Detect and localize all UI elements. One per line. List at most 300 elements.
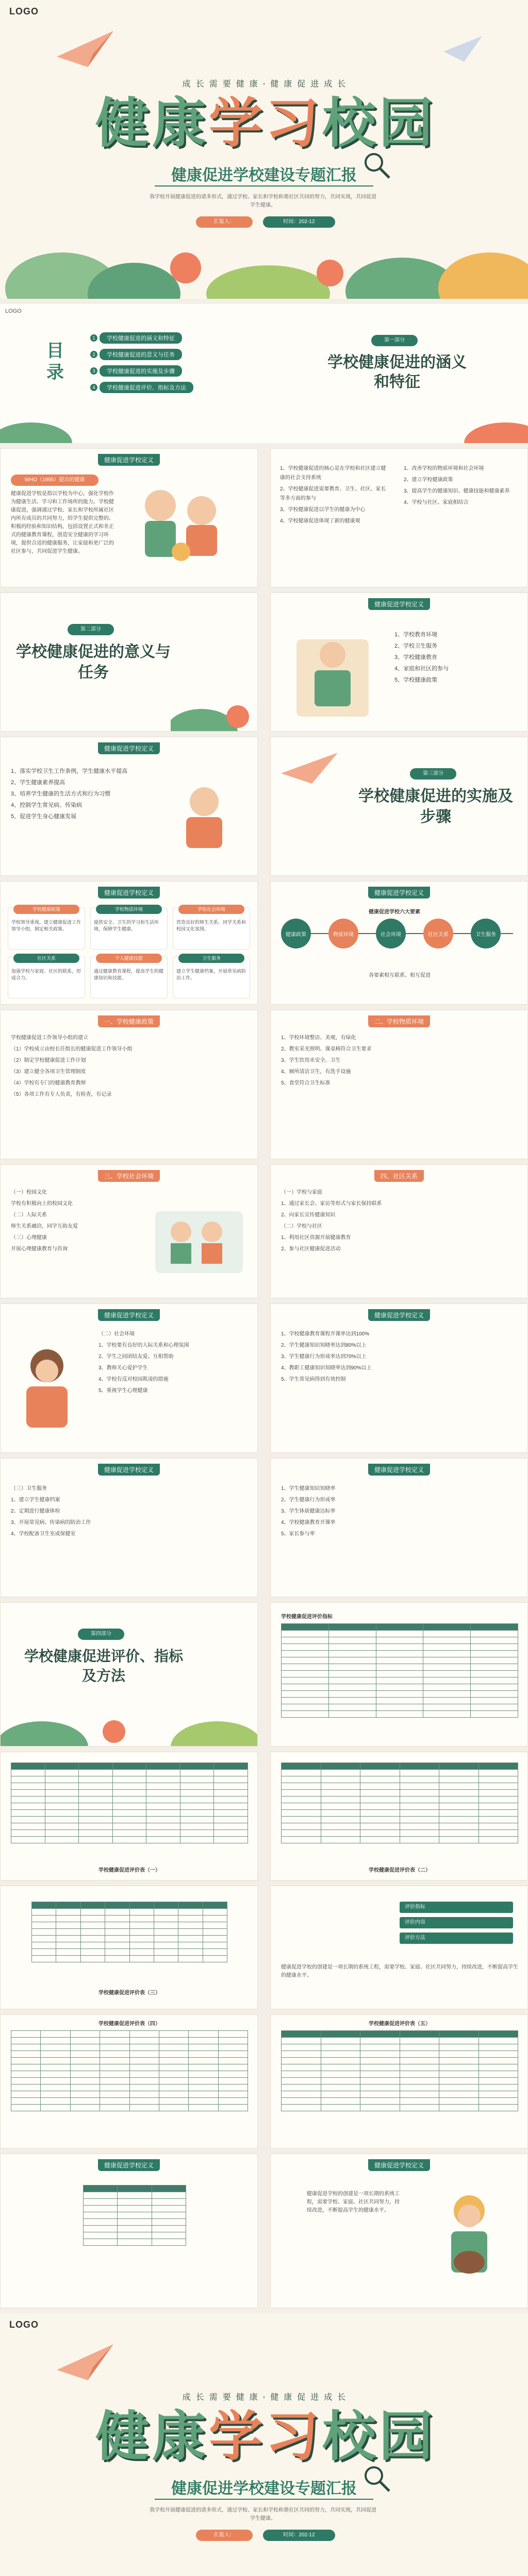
table-cell <box>146 1797 180 1803</box>
table-row <box>282 2091 518 2098</box>
table-cell <box>282 1776 321 1783</box>
title-char: 园 <box>379 2407 433 2467</box>
table-cell <box>129 1956 154 1962</box>
table-row <box>84 2226 186 2232</box>
part-title: 学校健康促进的实施及步骤 <box>358 788 513 825</box>
table-row <box>11 2105 248 2111</box>
tagline-char: 需 <box>209 80 218 89</box>
table-cell <box>400 1783 439 1790</box>
table-cell <box>321 1803 360 1810</box>
table-cell <box>159 2051 188 2058</box>
table-cell <box>471 1651 518 1657</box>
info-card <box>90 956 168 998</box>
table-cell <box>282 1763 321 1770</box>
table-cell <box>478 2105 518 2111</box>
table-cell <box>189 2058 218 2064</box>
table-cell <box>376 1677 423 1684</box>
table-cell <box>146 1770 180 1776</box>
table-cell <box>282 1664 329 1671</box>
eval-table <box>11 1762 248 1843</box>
tagline-char: 进 <box>310 2393 319 2402</box>
table-cell <box>79 1810 113 1817</box>
table-row <box>11 1803 248 1810</box>
text-line: 5、食堂符合卫生标准 <box>281 1080 331 1086</box>
table-cell <box>189 2038 218 2044</box>
table-cell <box>180 1803 214 1810</box>
reading-illustration <box>286 619 379 722</box>
toc-item[interactable] <box>90 332 193 344</box>
table-cell <box>189 2071 218 2078</box>
table-cell <box>360 2038 400 2044</box>
table-cell <box>80 1929 105 1936</box>
text-line: 开展心理健康教育与咨询 <box>11 1246 68 1252</box>
table-caption: 学校健康促进评价表（五） <box>369 2021 431 2027</box>
table-row <box>282 1691 518 1698</box>
text-line: 1、利用社区资源开展健康教育 <box>281 1235 351 1241</box>
table-cell <box>159 2105 188 2111</box>
table-row <box>11 1810 248 1817</box>
table-cell <box>203 1936 227 1942</box>
table-cell <box>321 1770 360 1776</box>
table-cell <box>321 2071 360 2078</box>
cover-slide <box>0 0 528 299</box>
table-row <box>11 1776 248 1783</box>
diagram-bottom-label: 各要素相互联系、相互促进 <box>369 973 431 978</box>
table-cell <box>321 2038 360 2044</box>
table-cell <box>189 2091 218 2098</box>
text-line: 4、家庭和社区的参与 <box>394 666 449 672</box>
table-cell <box>32 1909 56 1916</box>
table-cell <box>471 1631 518 1637</box>
table-cell <box>178 1929 203 1936</box>
table-cell <box>11 2105 41 2111</box>
table-row <box>32 1936 227 1942</box>
table-cell <box>423 1691 471 1698</box>
table-row <box>84 2192 186 2199</box>
table-row <box>32 1929 227 1936</box>
table-cell <box>282 1783 321 1790</box>
table-cell <box>154 1949 178 1956</box>
table-cell <box>321 2084 360 2091</box>
text-line: （一）校园文化 <box>11 1190 47 1195</box>
table-cell <box>11 2098 41 2105</box>
title-char: 学 <box>208 2407 262 2467</box>
table-cell <box>189 2098 218 2105</box>
table-cell <box>154 1936 178 1942</box>
table-cell <box>439 2105 479 2111</box>
table-cell <box>112 1837 146 1843</box>
table-cell <box>439 1810 479 1817</box>
text-line: 2、向家长宣传健康知识 <box>281 1212 336 1218</box>
table-cell <box>218 2038 248 2044</box>
table-cell <box>154 1902 178 1909</box>
slide-banner: 健康促进学校定义 <box>368 598 430 610</box>
table-cell <box>11 1817 45 1823</box>
table-cell <box>400 2091 439 2098</box>
table-cell <box>146 1830 180 1837</box>
slide-text <box>11 1484 248 1541</box>
table-cell <box>70 2064 100 2071</box>
table-cell <box>152 2219 186 2226</box>
slide-part-2 <box>0 592 258 732</box>
table-cell <box>129 2078 159 2084</box>
table-cell <box>45 1776 79 1783</box>
plants-decoration <box>171 696 258 732</box>
toc-item-number: 1 <box>90 334 97 342</box>
table-cell <box>400 2031 439 2038</box>
text-line: 3、学校健康促进以学生的健康为中心 <box>280 507 366 513</box>
table-cell <box>218 2058 248 2064</box>
table-cell <box>328 1657 376 1664</box>
table-cell <box>360 1797 400 1803</box>
table-cell <box>11 2071 41 2078</box>
table-cell <box>100 2038 129 2044</box>
table-cell <box>84 2219 118 2226</box>
title-char: 健 <box>95 2407 149 2467</box>
table-row <box>282 1698 518 1704</box>
table-cell <box>32 1956 56 1962</box>
table-cell <box>376 1664 423 1671</box>
element-circle: 社会环境 <box>376 919 406 948</box>
text-line: （二）社会环境 <box>98 1331 135 1337</box>
time-label: 时间：202-12 <box>263 216 335 228</box>
table-cell <box>400 2051 439 2058</box>
table-cell <box>118 2226 152 2232</box>
table-cell <box>214 1797 248 1803</box>
table-cell <box>118 2219 152 2226</box>
table-cell <box>439 1830 479 1837</box>
slide-table-1 <box>270 1602 528 1747</box>
table-cell <box>159 2044 188 2051</box>
tagline-char: 成 <box>324 80 333 89</box>
table-row <box>11 1770 248 1776</box>
text-line: 3、学生饮用水安全、卫生 <box>281 1058 341 1063</box>
table-cell <box>439 2058 479 2064</box>
table-cell <box>11 2078 41 2084</box>
table-cell <box>203 1949 227 1956</box>
element-circle: 卫生服务 <box>471 919 501 948</box>
table-cell <box>159 2084 188 2091</box>
table-cell <box>478 1810 518 1817</box>
table-cell <box>105 1922 129 1929</box>
table-cell <box>471 1624 518 1631</box>
table-cell <box>478 1823 518 1830</box>
table-cell <box>84 2239 118 2246</box>
table-row <box>11 2098 248 2105</box>
table-row <box>282 2078 518 2084</box>
table-cell <box>180 1830 214 1837</box>
table-cell <box>80 1922 105 1929</box>
table-cell <box>45 1810 79 1817</box>
text-line: 4、学校健康促进体现了新的健康观 <box>280 518 360 524</box>
table-cell <box>400 2038 439 2044</box>
title-char: 健 <box>95 94 149 154</box>
table-cell <box>360 2051 400 2058</box>
table-cell <box>439 1776 479 1783</box>
card-header: 学校物质环境 <box>96 905 162 914</box>
table-cell <box>218 2084 248 2091</box>
table-cell <box>70 2091 100 2098</box>
table-row <box>84 2212 186 2219</box>
table-cell <box>328 1698 376 1704</box>
table-cell <box>154 1922 178 1929</box>
table-cell <box>41 2091 70 2098</box>
table-row <box>32 1902 227 1909</box>
table-row <box>84 2206 186 2212</box>
table-cell <box>112 1783 146 1790</box>
table-cell <box>146 1790 180 1797</box>
table-cell <box>41 2105 70 2111</box>
slide-cards <box>0 881 258 1005</box>
table-cell <box>360 1810 400 1817</box>
tagline-char: 成 <box>182 2393 191 2402</box>
table-row <box>282 1677 518 1684</box>
toc-item[interactable] <box>90 349 193 360</box>
table-cell <box>159 2078 188 2084</box>
text-line: 2、学校健康促进需要教育、卫生、社区、家长等多方面的参与 <box>280 486 386 501</box>
cover-subtitle: 健康促进学校建设专题汇报 <box>171 2480 357 2497</box>
table-cell <box>471 1684 518 1691</box>
table-cell <box>328 1711 376 1718</box>
table-row <box>84 2239 186 2246</box>
table-cell <box>11 1763 45 1770</box>
table-cell <box>423 1631 471 1637</box>
table-cell <box>471 1677 518 1684</box>
table-row <box>11 1797 248 1803</box>
table-cell <box>282 1823 321 1830</box>
card-text: 营造良好的师生关系、同学关系和校园文化氛围。 <box>176 920 246 931</box>
table-cell <box>203 1909 227 1916</box>
table-cell <box>100 2084 129 2091</box>
table-row <box>282 2064 518 2071</box>
table-row <box>11 2064 248 2071</box>
table-cell <box>100 2091 129 2098</box>
table-cell <box>360 1776 400 1783</box>
table-row <box>32 1956 227 1962</box>
toc-item[interactable] <box>90 365 193 377</box>
info-card <box>8 907 85 950</box>
table-cell <box>471 1704 518 1711</box>
part-title: 学校健康促进评价、指标及方法 <box>24 1648 183 1684</box>
info-card <box>90 907 168 950</box>
table-cell <box>218 2091 248 2098</box>
tagline-char: 长 <box>337 2393 346 2402</box>
table-row <box>282 1790 518 1797</box>
part-title: 学校健康促进的意义与任务 <box>16 643 171 681</box>
table-cell <box>129 2064 159 2071</box>
table-cell <box>11 1770 45 1776</box>
table-cell <box>105 1916 129 1922</box>
tagline-char: 健 <box>270 2393 279 2402</box>
table-cell <box>56 1902 80 1909</box>
table-cell <box>478 1837 518 1843</box>
table-cell <box>439 1770 479 1776</box>
text-line: 2、学生之间团结友爱、互相帮助 <box>98 1354 174 1360</box>
table-cell <box>70 2098 100 2105</box>
card-header: 社区关系 <box>13 954 79 963</box>
table-cell <box>328 1664 376 1671</box>
table-cell <box>100 2051 129 2058</box>
table-cell <box>41 2098 70 2105</box>
table-cell <box>129 1949 154 1956</box>
table-row <box>32 1922 227 1929</box>
tagline-char: 成 <box>182 80 191 89</box>
slide-definition-1 <box>0 448 258 587</box>
table-cell <box>152 2192 186 2199</box>
table-cell <box>214 1790 248 1797</box>
table-cell <box>84 2192 118 2199</box>
table-row <box>282 2098 518 2105</box>
table-cell <box>214 1776 248 1783</box>
toc-item[interactable] <box>90 382 193 393</box>
paper-plane-icon <box>57 31 119 72</box>
card-header: 学校社会环境 <box>178 905 244 914</box>
table-cell <box>56 1909 80 1916</box>
card-text: 提供安全、卫生的学习和生活环境，保障学生健康。 <box>94 920 159 931</box>
toc-item-number: 4 <box>90 384 97 391</box>
table-cell <box>360 1783 400 1790</box>
slide-text <box>98 1330 248 1398</box>
table-cell <box>56 1922 80 1929</box>
text-line: （三）卫生服务 <box>11 1486 47 1492</box>
text-line: 2、学生健康行为形成率 <box>281 1497 336 1503</box>
part-label: 第一部分 <box>371 335 418 346</box>
table-cell <box>129 1942 154 1949</box>
slide-banner: 健康促进学校定义 <box>368 2159 430 2171</box>
table-cell <box>282 2031 321 2038</box>
slide-text: 健康促进学校是指以学校为中心，强化学校作为健康生活、学习和工作场所的能力。学校健康促进，强调通过学校、家长和学校所属社区内所有成员的共同努力，给学生提供完整的、积极的经验和知识结构，包括设置正式和非正式的健康教育课程，创造安全健康的学习环境，提供合适的健康服务，让家庭和更广泛的社区参与，共同促进学生健康。 <box>11 491 114 554</box>
paper-plane-icon-right <box>443 36 485 67</box>
paper-plane-icon <box>281 753 343 789</box>
text-line: 师生关系融洽，同学互助友爱 <box>11 1224 78 1229</box>
table-cell <box>154 1956 178 1962</box>
toc-item-label: 学校健康促进的涵义和特征 <box>100 332 182 344</box>
table-cell <box>79 1783 113 1790</box>
table-cell <box>70 2051 100 2058</box>
text-line: （5）各项工作有专人负责，有检查，有记录 <box>11 1092 112 1097</box>
table-cell <box>439 2078 479 2084</box>
table-cell <box>423 1637 471 1644</box>
table-cell <box>80 1902 105 1909</box>
table-cell <box>159 2058 188 2064</box>
info-card <box>8 956 85 998</box>
table-title: 学校健康促进评价指标 <box>281 1614 333 1620</box>
table-cell <box>129 2091 159 2098</box>
table-row <box>11 2084 248 2091</box>
table-cell <box>146 1817 180 1823</box>
text-line: 3、提高学生的健康知识、健康技能和健康素养 <box>404 488 510 494</box>
table-row <box>11 2091 248 2098</box>
info-card <box>173 907 250 950</box>
tagline-char: 长 <box>195 80 204 89</box>
table-cell <box>129 2038 159 2044</box>
table-cell <box>203 1929 227 1936</box>
table-cell <box>423 1624 471 1631</box>
table-cell <box>154 1909 178 1916</box>
table-cell <box>282 2078 321 2084</box>
table-cell <box>218 2051 248 2058</box>
table-row <box>282 1817 518 1823</box>
table-cell <box>282 1644 329 1651</box>
cover-tagline <box>0 2391 528 2402</box>
text-line: 4、学校与社区、家庭相结合 <box>404 500 469 505</box>
plants-decoration <box>0 2545 528 2576</box>
table-cell <box>11 1803 45 1810</box>
slide-banner: 三、学校社会环境 <box>98 1170 160 1182</box>
text-line: 评价方法 <box>400 1933 513 1944</box>
table-cell <box>282 1803 321 1810</box>
table-cell <box>400 1830 439 1837</box>
table-cell <box>282 1631 329 1637</box>
text-line: 3、学生体质健康达标率 <box>281 1509 336 1514</box>
table-cell <box>152 2212 186 2219</box>
table-cell <box>11 1823 45 1830</box>
magnifier-icon <box>361 149 392 180</box>
table-cell <box>439 2044 479 2051</box>
table-row <box>282 2044 518 2051</box>
table-cell <box>439 2031 479 2038</box>
text-line: 评价内容 <box>400 1917 513 1928</box>
table-cell <box>152 2232 186 2239</box>
card-header: 卫生服务 <box>178 954 244 963</box>
table-cell <box>112 1790 146 1797</box>
table-cell <box>203 1916 227 1922</box>
table-row <box>32 1916 227 1922</box>
table-cell <box>214 1837 248 1843</box>
table-cell <box>80 1949 105 1956</box>
table-cell <box>129 2084 159 2091</box>
table-row <box>282 1664 518 1671</box>
table-cell <box>159 2091 188 2098</box>
table-cell <box>105 1936 129 1942</box>
table-cell <box>146 1837 180 1843</box>
table-cell <box>321 1837 360 1843</box>
table-cell <box>129 1916 154 1922</box>
table-cell <box>360 2031 400 2038</box>
table-cell <box>328 1677 376 1684</box>
table-cell <box>478 1797 518 1803</box>
text-line: 1、学校要有良好的人际关系和心理氛围 <box>98 1343 189 1348</box>
table-cell <box>376 1691 423 1698</box>
diagram-top-label: 健康促进学校六大要素 <box>369 909 420 915</box>
slide-text: 健康促进学校的创建是一项长期的系统工程，需要学校、家庭、社区共同努力，持续改进，不断提高学生的健康水平。 <box>281 1964 518 1978</box>
table-cell <box>152 2226 186 2232</box>
table-cell <box>41 2038 70 2044</box>
table-cell <box>328 1671 376 1677</box>
table-cell <box>11 2058 41 2064</box>
slide-banner: 健康促进学校定义 <box>98 454 160 466</box>
text-line: 2、定期进行健康体检 <box>11 1509 60 1514</box>
table-cell <box>478 1803 518 1810</box>
table-cell <box>282 1637 329 1644</box>
table-cell <box>360 2078 400 2084</box>
table-cell <box>84 2206 118 2212</box>
slide-banner: 一、学校健康政策 <box>98 1015 160 1027</box>
table-cell <box>328 1644 376 1651</box>
table-cell <box>112 1803 146 1810</box>
table-row <box>11 1830 248 1837</box>
table-cell <box>471 1637 518 1644</box>
table-cell <box>478 2031 518 2038</box>
title-char: 园 <box>379 94 433 154</box>
title-char: 康 <box>152 2407 206 2467</box>
text-line: 4、学校有反对校园欺凌的措施 <box>98 1377 169 1382</box>
card-text: 建立学生健康档案，开展常见病防治工作。 <box>176 969 246 980</box>
slide-text <box>11 1188 145 1256</box>
table-row <box>282 1631 518 1637</box>
table-cell <box>152 2199 186 2206</box>
text-line: 4、学校健康教育开课率 <box>281 1520 336 1526</box>
